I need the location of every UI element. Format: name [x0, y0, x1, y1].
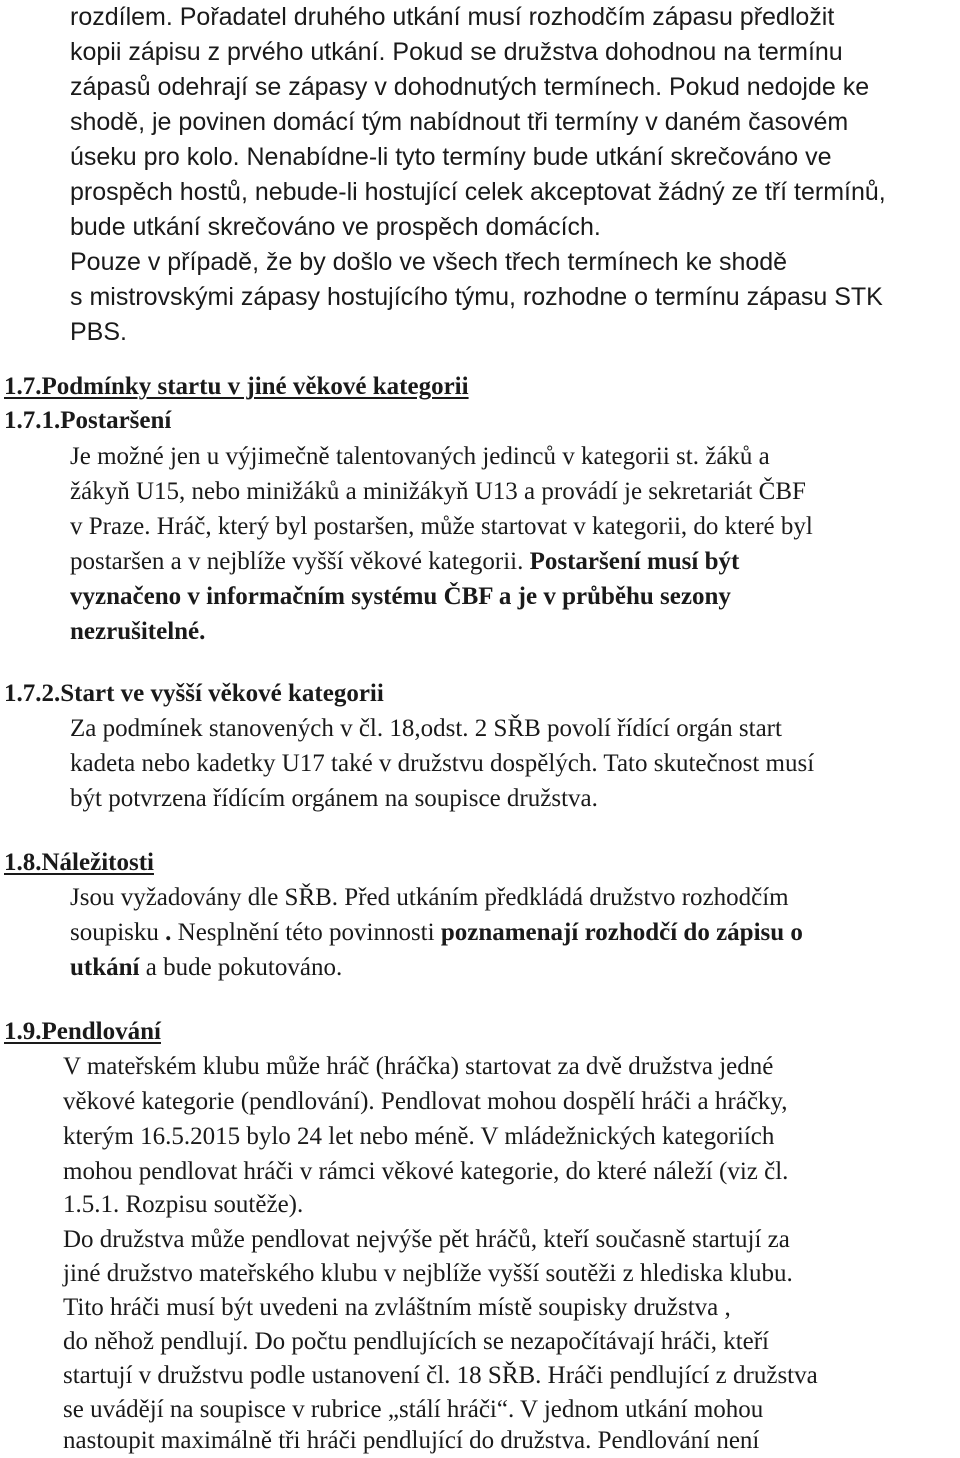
- s19-line-9: do něhož pendlují. Do počtu pendlujících se nezapočítávají hráči, kteří: [63, 1328, 770, 1355]
- s171-line-2: žákyň U15, nebo minižáků a minižákyň U13 a provádí je sekretariát ČBF: [70, 478, 806, 505]
- s18-line-3-a: utkání: [70, 954, 140, 981]
- section-heading-1-9: 1.9.Pendlování: [4, 1018, 161, 1045]
- s171-line-3: v Praze. Hráč, který byl postaršen, může startovat v kategorii, do které byl: [70, 513, 813, 540]
- s19-line-2: věkové kategorie (pendlování). Pendlovat mohou dospělí hráči a hráčky,: [63, 1088, 788, 1115]
- s18-line-3: [70, 951, 342, 985]
- s18-line-2-d: poznamenají rozhodčí do zápisu o: [440, 919, 803, 946]
- s171-line-1: Je možné jen u výjimečně talentovaných jedinců v kategorii st. žáků a: [70, 443, 770, 470]
- s18-line-2-b: .: [158, 919, 178, 946]
- s172-line-2: kadeta nebo kadetky U17 také v družstvu dospělých. Tato skutečnost musí: [70, 750, 815, 777]
- s172-line-1: Za podmínek stanovených v čl. 18,odst. 2 SŘB povolí řídící orgán start: [70, 715, 782, 742]
- s19-line-8: Tito hráči musí být uvedeni na zvláštním místě soupisky družstva ,: [63, 1294, 731, 1321]
- section-heading-1-7: 1.7.Podmínky startu v jiné věkové kategorii: [4, 373, 469, 400]
- intro-line-6: prospěch hostů, nebude-li hostující celek akceptovat žádný ze tří termínů,: [70, 178, 886, 206]
- s19-line-11: se uvádějí na soupisce v rubrice „stálí hráči“. V jednom utkání mohou: [63, 1396, 764, 1423]
- s19-line-12: nastoupit maximálně tři hráči pendlující do družstva. Pendlování není: [63, 1427, 760, 1454]
- s18-line-2: [70, 916, 803, 950]
- intro-line-3: zápasů odehrají se zápasy v dohodnutých termínech. Pokud nedojde ke: [70, 73, 870, 101]
- s171-line-4: [70, 545, 739, 579]
- intro-line-7: bude utkání skrečováno ve prospěch domácích.: [70, 213, 601, 241]
- s19-line-1: V mateřském klubu může hráč (hráčka) startovat za dvě družstva jedné: [63, 1053, 774, 1080]
- intro-line-10: PBS.: [70, 318, 127, 346]
- s18-line-3-b: a bude pokutováno.: [139, 954, 343, 981]
- s18-line-1: Jsou vyžadovány dle SŘB. Před utkáním předkládá družstvo rozhodčím: [70, 884, 789, 911]
- s19-line-6: Do družstva může pendlovat nejvýše pět hráčů, kteří současně startují za: [63, 1226, 790, 1253]
- s172-line-3: být potvrzena řídícím orgánem na soupisce družstva.: [70, 785, 598, 812]
- intro-line-4: shodě, je povinen domácí tým nabídnout tři termíny v daném časovém: [70, 108, 849, 136]
- s18-line-2-a: soupisku: [70, 919, 159, 946]
- s171-line-6: nezrušitelné.: [70, 618, 206, 645]
- s19-line-10: startují v družstvu podle ustanovení čl. 18 SŘB. Hráči pendlující z družstva: [63, 1362, 818, 1389]
- section-heading-1-7-1: 1.7.1.Postaršení: [4, 407, 172, 434]
- intro-line-9: s mistrovskými zápasy hostujícího týmu, rozhodne o termínu zápasu STK: [70, 283, 883, 311]
- intro-line-5: úseku pro kolo. Nenabídne-li tyto termíny bude utkání skrečováno ve: [70, 143, 832, 171]
- s19-line-5: 1.5.1. Rozpisu soutěže).: [63, 1191, 304, 1218]
- s171-line-4-bold: Postaršení musí být: [529, 548, 740, 575]
- s19-line-3: kterým 16.5.2015 bylo 24 let nebo méně. V mládežnických kategoriích: [63, 1123, 775, 1150]
- s19-line-4: mohou pendlovat hráči v rámci věkové kategorie, do které náleží (viz čl.: [63, 1158, 789, 1185]
- intro-line-1: rozdílem. Pořadatel druhého utkání musí rozhodčím zápasu předložit: [70, 3, 835, 31]
- s18-line-2-c: Nesplnění této povinnosti: [177, 919, 441, 946]
- section-heading-1-7-2: 1.7.2.Start ve vyšší věkové kategorii: [4, 680, 384, 707]
- s171-line-4-normal: postaršen a v nejblíže vyšší věkové kategorii.: [70, 548, 530, 575]
- intro-line-2: kopii zápisu z prvého utkání. Pokud se družstva dohodnou na termínu: [70, 38, 843, 66]
- section-heading-1-8: 1.8.Náležitosti: [4, 849, 154, 876]
- s171-line-5: vyznačeno v informačním systému ČBF a je v průběhu sezony: [70, 583, 731, 610]
- intro-line-8: Pouze v případě, že by došlo ve všech třech termínech ke shodě: [70, 248, 788, 276]
- s19-line-7: jiné družstvo mateřského klubu v nejblíže vyšší soutěži z hlediska klubu.: [63, 1260, 793, 1287]
